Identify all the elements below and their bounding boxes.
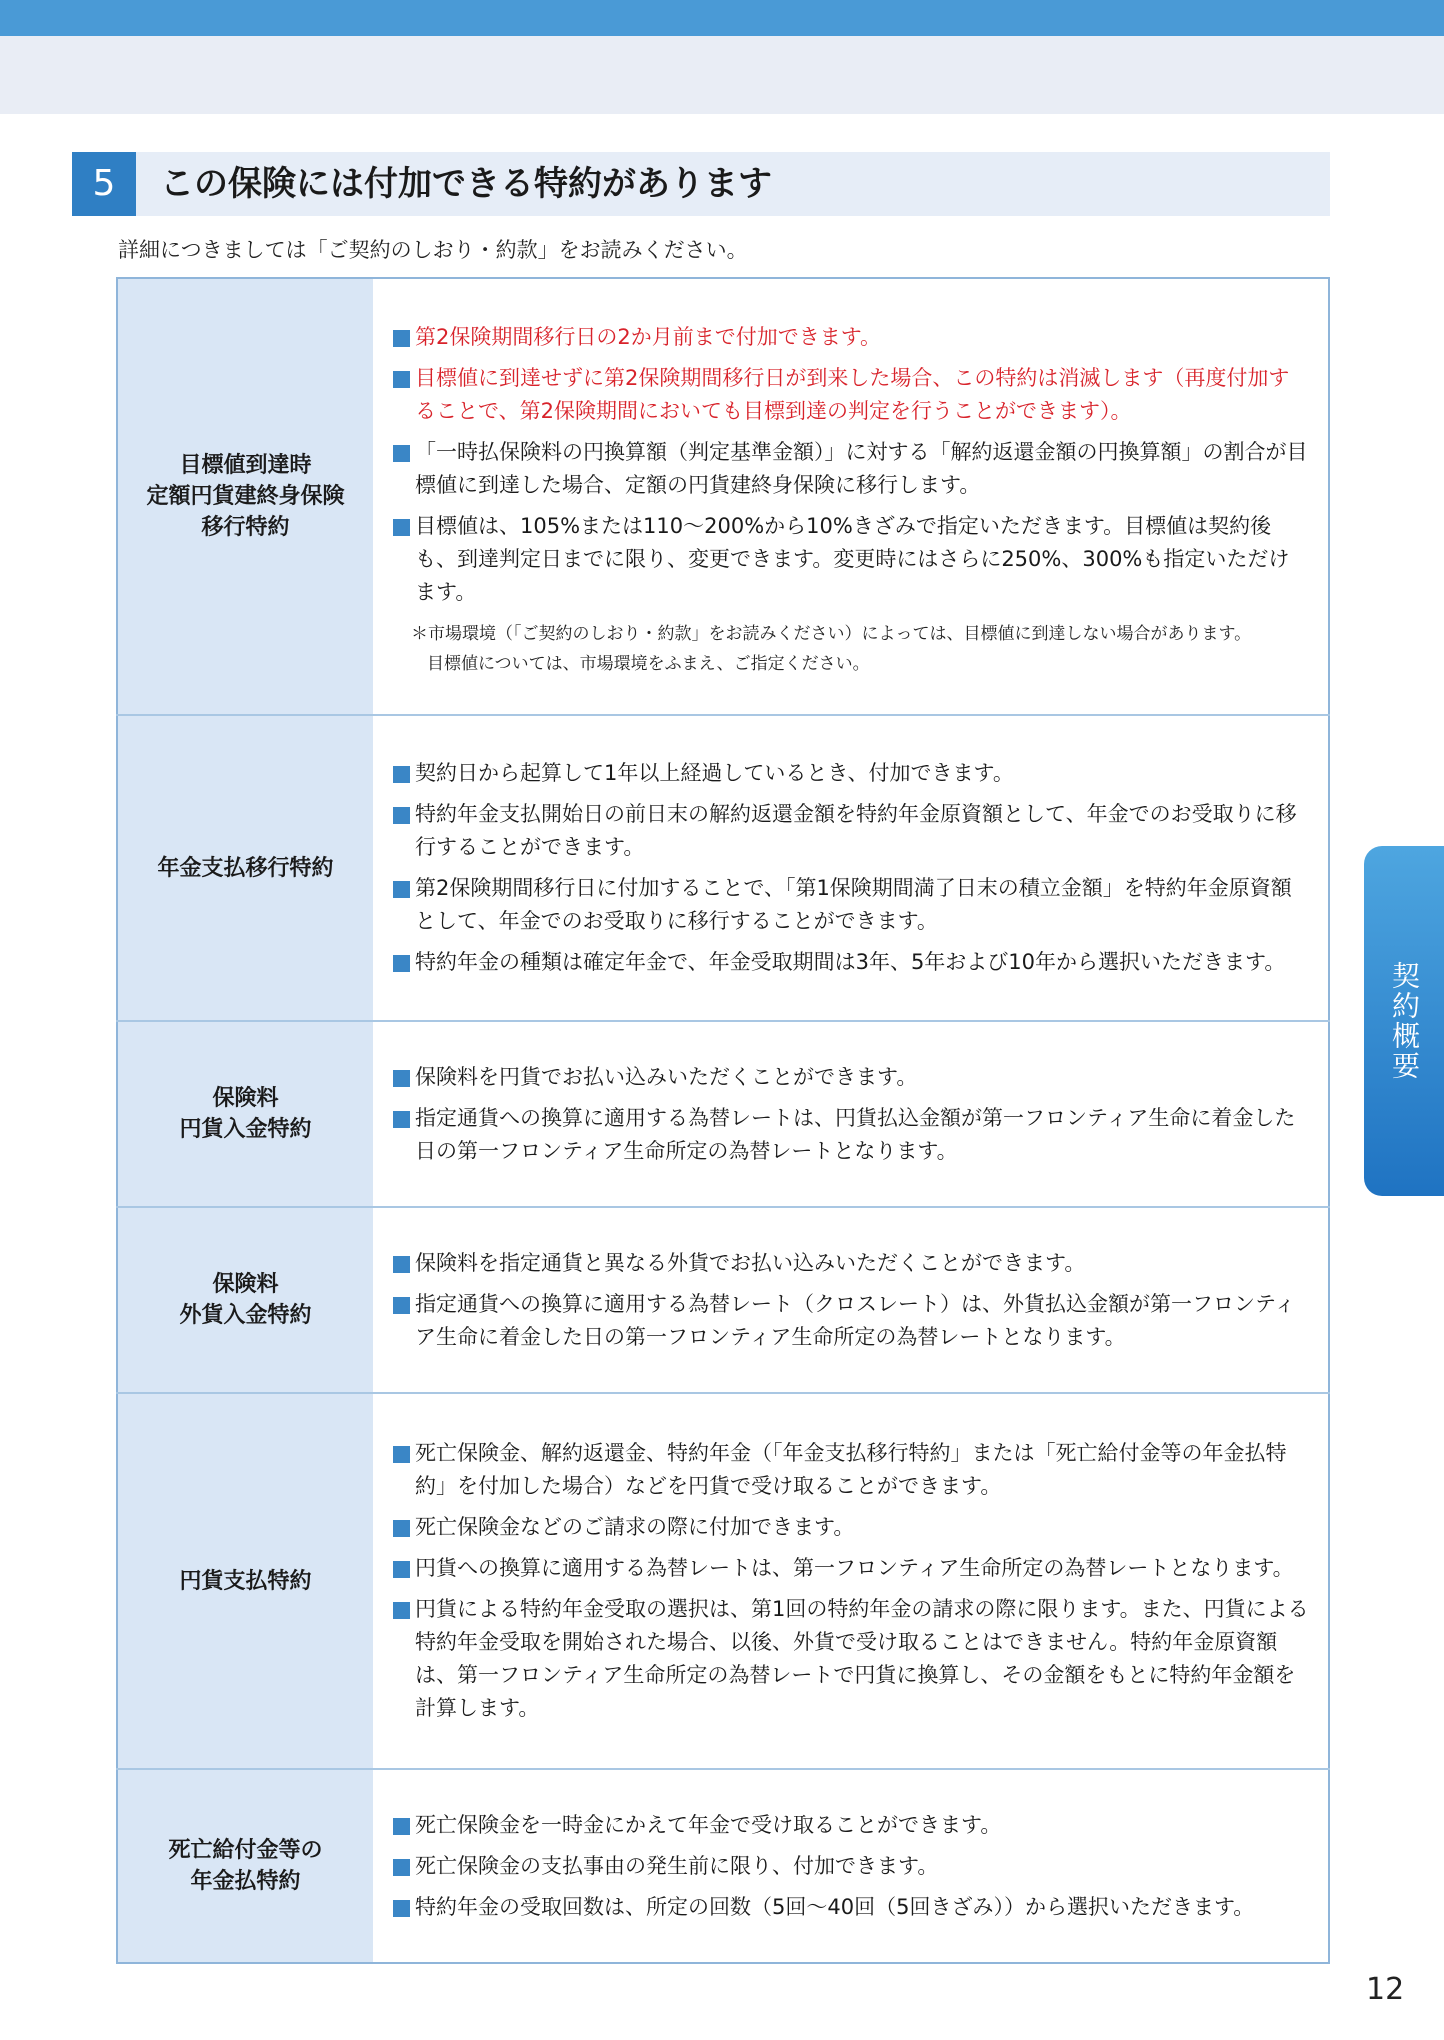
list-item-text: 死亡保険金の支払事由の発生前に限り、付加できます。 xyxy=(415,1853,939,1878)
list-item-text: 「一時払保険料の円換算額（判定基準金額）」に対する「解約返還金額の円換算額」の割合が目標値に到達した場合、定額の円貨建終身保険に移行します。 xyxy=(415,439,1308,497)
rider-name-cell xyxy=(117,1207,373,1393)
rider-description-cell xyxy=(373,278,1329,715)
square-bullet-icon xyxy=(393,1297,410,1314)
square-bullet-icon xyxy=(393,1818,410,1835)
list-item-text: 第2保険期間移行日の2か月前まで付加できます。 xyxy=(415,324,882,349)
rider-name-cell xyxy=(117,278,373,715)
list-item xyxy=(393,798,1310,864)
list-item xyxy=(393,321,1310,354)
square-bullet-icon xyxy=(393,519,410,536)
table-row xyxy=(117,1393,1329,1769)
top-light-band xyxy=(0,36,1444,114)
list-item-text: 保険料を円貨でお払い込みいただくことができます。 xyxy=(415,1064,918,1089)
table-row xyxy=(117,1769,1329,1963)
square-bullet-icon xyxy=(393,1602,410,1619)
square-bullet-icon xyxy=(393,1900,410,1917)
list-item xyxy=(393,1593,1310,1725)
square-bullet-icon xyxy=(393,1520,410,1537)
rider-name-cell xyxy=(117,1021,373,1207)
list-item xyxy=(393,1552,1310,1585)
list-item-text: 目標値は、105%または110〜200%から10%きざみで指定いただきます。目標値は契約後も、到達判定日までに限り、変更できます。変更時にはさらに250%、300%も指定いただけます。 xyxy=(415,513,1290,604)
square-bullet-icon xyxy=(393,1446,410,1463)
list-item-text: 保険料を指定通貨と異なる外貨でお払い込みいただくことができます。 xyxy=(415,1250,1086,1275)
rider-description-cell xyxy=(373,715,1329,1021)
rider-name-line: 移行特約 xyxy=(201,515,290,540)
list-item-text: 第2保険期間移行日に付加することで、「第1保険期間満了日末の積立金額」を特約年金原資額として、年金でのお受取りに移行することができます。 xyxy=(415,876,1292,933)
side-tab-label: 契約概要 xyxy=(1388,961,1421,1081)
list-item-text: 契約日から起算して1年以上経過しているとき、付加できます。 xyxy=(415,761,1014,785)
list-item xyxy=(393,1288,1310,1354)
list-item-text: 死亡保険金、解約返還金、特約年金（「年金支払移行特約」または「死亡給付金等の年金払特約」を付加した場合）などを円貨で受け取ることができます。 xyxy=(415,1441,1287,1498)
square-bullet-icon xyxy=(393,330,410,347)
footnote xyxy=(411,619,1310,679)
rider-name-cell xyxy=(117,715,373,1021)
square-bullet-icon xyxy=(393,1859,410,1876)
list-item-text: 特約年金の種類は確定年金で、年金受取期間は3年、5年および10年から選択いただきます。 xyxy=(415,950,1286,974)
bullet-list xyxy=(393,757,1310,979)
section-number: 5 xyxy=(72,152,136,216)
rider-name-line: 保険料 xyxy=(212,1272,279,1297)
list-item xyxy=(393,946,1310,979)
list-item xyxy=(393,872,1310,938)
rider-description-cell xyxy=(373,1021,1329,1207)
rider-name-line: 死亡給付金等の xyxy=(168,1838,323,1863)
intro-text: 詳細につきましては「ご契約のしおり・約款」をお読みください。 xyxy=(118,238,748,262)
square-bullet-icon xyxy=(393,371,410,388)
rider-name-line: 円貨入金特約 xyxy=(179,1117,312,1142)
rider-name-line: 円貨支払特約 xyxy=(179,1568,312,1594)
square-bullet-icon xyxy=(393,807,410,824)
square-bullet-icon xyxy=(393,766,410,783)
list-item-text: 指定通貨への換算に適用する為替レートは、円貨払込金額が第一フロンティア生命に着金した日の第一フロンティア生命所定の為替レートとなります。 xyxy=(415,1105,1296,1163)
rider-name-line: 定額円貨建終身保険 xyxy=(146,484,345,509)
bullet-list xyxy=(393,321,1310,609)
list-item-text: 特約年金の受取回数は、所定の回数（5回〜40回（5回きざみ））から選択いただきます。 xyxy=(415,1894,1255,1919)
list-item-text: 死亡保険金を一時金にかえて年金で受け取ることができます。 xyxy=(415,1812,1002,1837)
list-item-text: 指定通貨への換算に適用する為替レート（クロスレート）は、外貨払込金額が第一フロンティア生命に着金した日の第一フロンティア生命所定の為替レートとなります。 xyxy=(415,1291,1296,1349)
rider-name-cell xyxy=(117,1393,373,1769)
list-item xyxy=(393,1437,1310,1503)
rider-description-cell xyxy=(373,1207,1329,1393)
square-bullet-icon xyxy=(393,1256,410,1273)
page-number: 12 xyxy=(1366,1972,1405,2007)
rider-description-cell xyxy=(373,1769,1329,1963)
side-tab xyxy=(1364,846,1444,1196)
square-bullet-icon xyxy=(393,1070,410,1087)
list-item xyxy=(393,1102,1310,1168)
list-item xyxy=(393,757,1310,790)
list-item xyxy=(393,1809,1310,1842)
list-item xyxy=(393,1511,1310,1544)
rider-name-line: 年金支払移行特約 xyxy=(157,855,334,881)
list-item-text: 特約年金支払開始日の前日末の解約返還金額を特約年金原資額として、年金でのお受取りに移行することができます。 xyxy=(415,802,1297,859)
footnote-line: ＊市場環境（「ご契約のしおり・約款」をお読みください）によっては、目標値に到達しない場合があります。 xyxy=(411,623,1252,644)
list-item-text: 円貨による特約年金受取の選択は、第1回の特約年金の請求の際に限ります。また、円貨による特約年金受取を開始された場合、以後、外貨で受け取ることはできません。特約年金原資額は、第一フロンティア生命所定の為替レートで円貨に換算し、その金額をもとに特約年金額を計算します。 xyxy=(415,1597,1309,1720)
rider-name-cell xyxy=(117,1769,373,1963)
list-item xyxy=(393,1247,1310,1280)
square-bullet-icon xyxy=(393,445,410,462)
list-item xyxy=(393,510,1310,609)
square-bullet-icon xyxy=(393,881,410,898)
list-item xyxy=(393,362,1310,428)
bullet-list xyxy=(393,1437,1310,1725)
rider-name-line: 目標値到達時 xyxy=(179,453,312,478)
square-bullet-icon xyxy=(393,1111,410,1128)
footnote-line: 目標値については、市場環境をふまえ、ご指定ください。 xyxy=(427,653,870,674)
bullet-list xyxy=(393,1809,1310,1924)
section-title: この保険には付加できる特約があります xyxy=(160,164,772,204)
bullet-list xyxy=(393,1061,1310,1168)
bullet-list xyxy=(393,1247,1310,1354)
square-bullet-icon xyxy=(393,955,410,972)
rider-table xyxy=(116,277,1330,1964)
rider-table-body xyxy=(117,278,1329,1963)
square-bullet-icon xyxy=(393,1561,410,1578)
list-item-text: 目標値に到達せずに第2保険期間移行日が到来した場合、この特約は消滅します（再度付加することで、第2保険期間においても目標到達の判定を行うことができます）。 xyxy=(415,365,1290,423)
rider-name-line: 外貨入金特約 xyxy=(179,1303,312,1328)
list-item-text: 円貨への換算に適用する為替レートは、第一フロンティア生命所定の為替レートとなります。 xyxy=(415,1556,1294,1580)
list-item-text: 死亡保険金などのご請求の際に付加できます。 xyxy=(415,1515,855,1539)
list-item xyxy=(393,1061,1310,1094)
rider-description-cell xyxy=(373,1393,1329,1769)
top-color-band xyxy=(0,0,1444,36)
section-header xyxy=(72,152,1330,216)
list-item xyxy=(393,436,1310,502)
list-item xyxy=(393,1850,1310,1883)
rider-name-line: 年金払特約 xyxy=(190,1869,301,1894)
list-item xyxy=(393,1891,1310,1924)
table-row xyxy=(117,1207,1329,1393)
table-row xyxy=(117,278,1329,715)
table-row xyxy=(117,715,1329,1021)
table-row xyxy=(117,1021,1329,1207)
rider-name-line: 保険料 xyxy=(212,1086,279,1111)
